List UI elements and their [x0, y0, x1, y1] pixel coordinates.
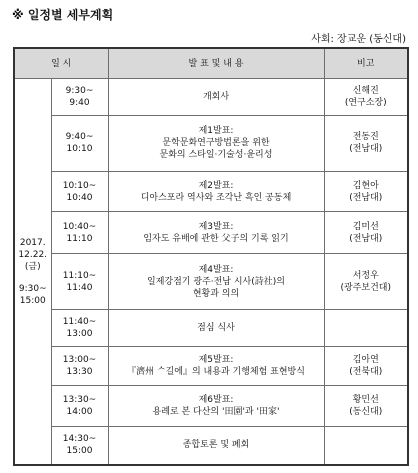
- row-time: 9:40~ 10:10: [51, 115, 108, 171]
- row-note: 신해진 (연구소장): [324, 79, 408, 115]
- table-row: [14, 346, 408, 386]
- row-time: 13:30~ 14:00: [51, 386, 108, 427]
- row-note: 서정우 (광주보건대): [324, 254, 408, 310]
- table-row: [14, 426, 408, 465]
- event-time-range: 9:30~ 15:00: [18, 283, 47, 306]
- schedule-table: [13, 47, 409, 466]
- event-date: 2017. 12.22.: [18, 237, 48, 260]
- table-row: [14, 115, 408, 171]
- row-note: 김아연 (전북대): [324, 346, 408, 386]
- table-row: [14, 171, 408, 212]
- row-content: 개회사: [108, 79, 324, 115]
- row-time: 11:40~ 13:00: [51, 310, 108, 346]
- row-content: 종합토론 및 폐회: [108, 426, 324, 465]
- row-content: 제5발표: 『濟州 ᄉ길에』의 내용과 기행체험 표현방식: [108, 346, 324, 386]
- header-content: 발 표 및 내 용: [108, 48, 324, 79]
- table-row: [14, 386, 408, 427]
- row-note: 김현아 (전남대): [324, 171, 408, 212]
- row-note: 김미선 (전남대): [324, 212, 408, 254]
- row-note: [324, 310, 408, 346]
- table-row: [14, 79, 408, 115]
- page-title: ※ 일정별 세부계획: [12, 8, 114, 22]
- row-content: 제2발표: 디아스포라 역사와 조각난 흑인 공동체: [108, 171, 324, 212]
- row-content: 점심 식사: [108, 310, 324, 346]
- row-time: 10:10~ 10:40: [51, 171, 108, 212]
- table-row: [14, 254, 408, 310]
- event-weekday: (금): [24, 261, 41, 272]
- date-cell: [14, 79, 51, 465]
- row-time: 10:40~ 11:10: [51, 212, 108, 254]
- row-time: 14:30~ 15:00: [51, 426, 108, 465]
- row-time: 13:00~ 13:30: [51, 346, 108, 386]
- row-note: 전동진 (전남대): [324, 115, 408, 171]
- header-date-time: 일 시: [14, 48, 108, 79]
- row-time: 9:30~ 9:40: [51, 79, 108, 115]
- header-note: 비고: [324, 48, 408, 79]
- row-content: 제1발표: 문학문화연구방법론을 위한 문화의 스타일·기술성·윤리성: [108, 115, 324, 171]
- row-content: 제4발표: 일제강점기 광주·전남 시사(詩社)의 현황과 의의: [108, 254, 324, 310]
- table-row: [14, 310, 408, 346]
- table-header-row: [14, 48, 408, 79]
- moderator-label: 사회: 장교운 (동신대): [311, 34, 406, 45]
- row-content: 제6발표: 용례로 본 다산의 '田園'과 '田家': [108, 386, 324, 427]
- row-note: 황민선 (동신대): [324, 386, 408, 427]
- table-row: [14, 212, 408, 254]
- row-content: 제3발표: 임자도 유배에 관한 父子의 기록 읽기: [108, 212, 324, 254]
- row-note: [324, 426, 408, 465]
- row-time: 11:10~ 11:40: [51, 254, 108, 310]
